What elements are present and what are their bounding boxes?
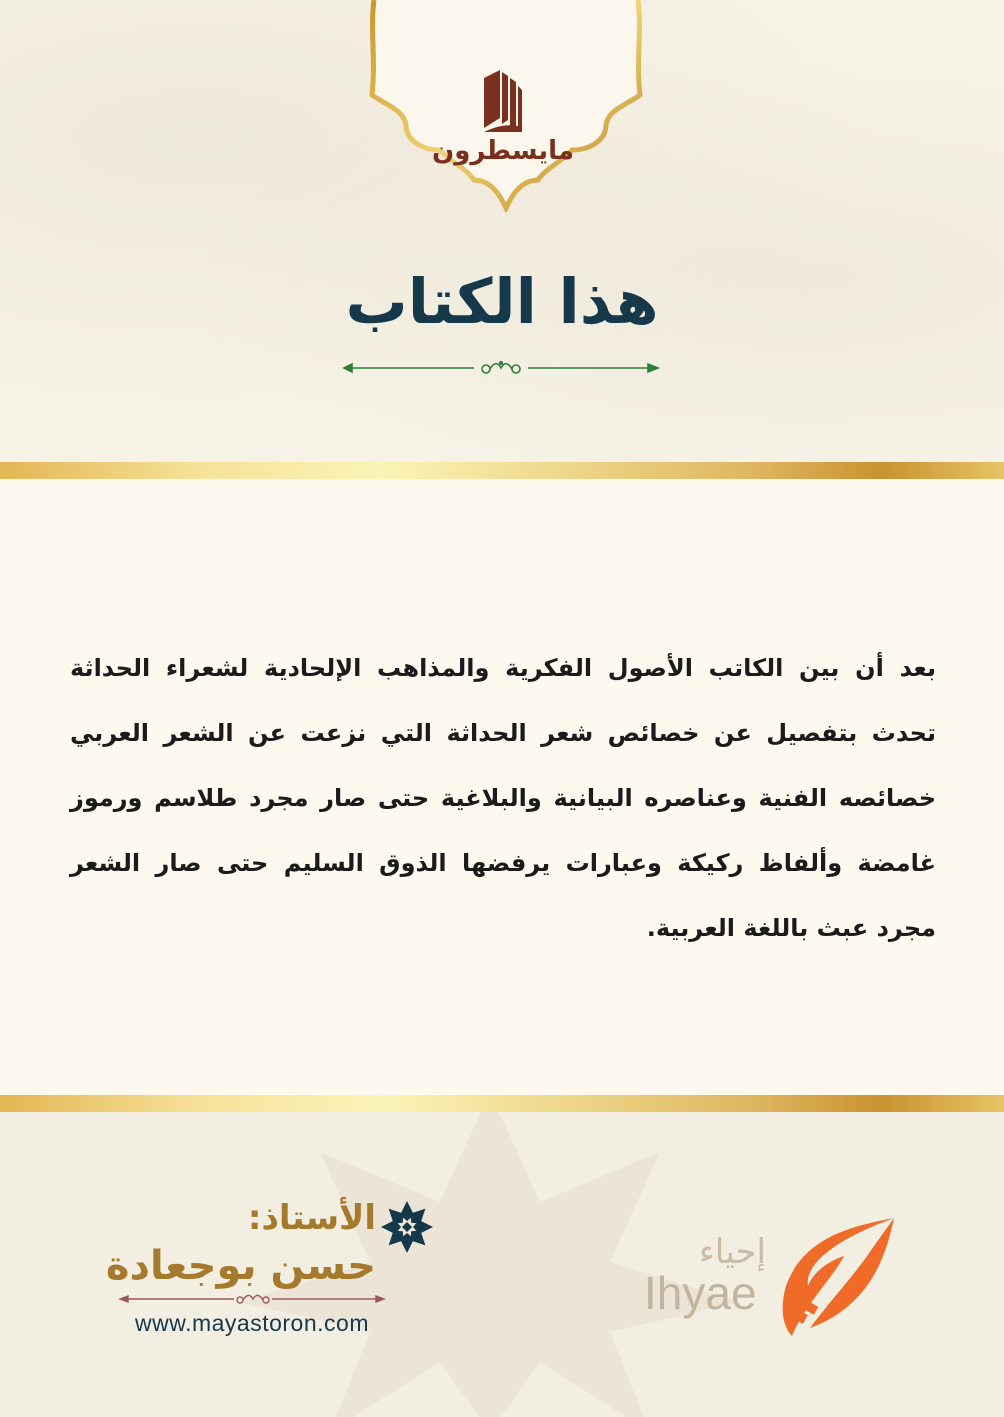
- publisher-logo-text: مايسطرون: [432, 136, 574, 166]
- partner-logo-arabic: إحياء: [698, 1232, 766, 1272]
- gold-divider-bottom: [0, 1095, 1004, 1112]
- star-flower-icon: [380, 1200, 434, 1254]
- author-name: حسن بوجعادة: [105, 1243, 376, 1289]
- publisher-book-icon: [478, 68, 528, 134]
- partner-logo-latin: Ihyae: [644, 1267, 757, 1319]
- book-description: بعد أن بين الكاتب الأصول الفكرية والمذاهب الإلحادية لشعراء الحداثة تحدث بتفصيل عن خصائص شعر الحداثة التي نزعت عن الشعر العربي خصائصه الفنية وعناصره البيانية والبلاغية حتى صار مجرد طلاسم ورموز غامضة وألفاظ ركيكة وعبارات يرفضها الذوق السليم حتى صار الشعر مجرد عبث باللغة العربية.: [70, 654, 936, 942]
- partner-leaf-logo-icon: [774, 1216, 898, 1338]
- page-title: هذا الكتاب: [345, 265, 659, 338]
- header-section: [0, 0, 1004, 462]
- website-link[interactable]: www.mayastoron.com: [135, 1310, 369, 1336]
- author-divider-ornament: [116, 1292, 388, 1306]
- title-divider-ornament: [338, 358, 664, 378]
- gold-divider-top: [0, 462, 1004, 479]
- author-label: الأستاذ:: [247, 1198, 376, 1238]
